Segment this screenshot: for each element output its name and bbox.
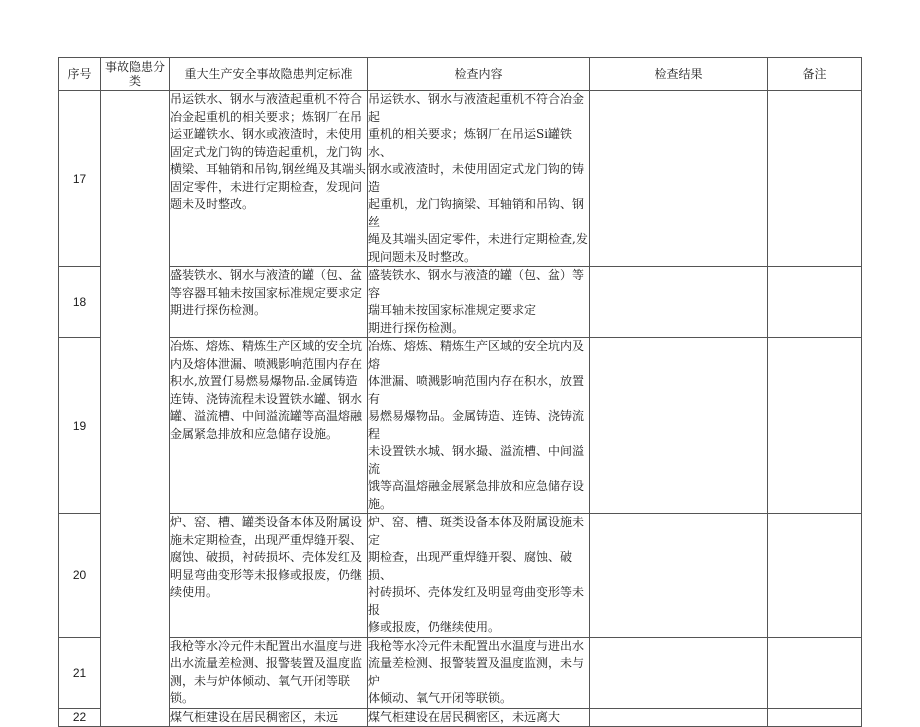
table-row (59, 91, 862, 267)
header-result: 检查结果 (590, 58, 768, 91)
standard-cell: 我枪等水冷元件未配置出水温度与进 出水流量差检测、报警装置及温度监 测，未与炉体倾动、氧气开闭等联锁。 (170, 637, 368, 708)
table-row (59, 708, 862, 726)
remark-cell (768, 338, 862, 514)
header-content: 检查内容 (368, 58, 590, 91)
standard-cell: 吊运铁水、钢水与液渣起重机不符合 冶金起重机的相关要求；炼钢厂在吊 运亚罐铁水、钢水或液渣时，未使用 固定式龙门钩的铸造起重机，龙门钩 横梁、耳轴销和吊钩,钢丝绳及其端头 固定零件，未进行定期检查，发现问 题未及时整改。 (170, 91, 368, 267)
content-cell: 冶炼、熔炼、精炼生产区域的安全坑内及熔 体泄漏、喷溅影响范围内存在积水，放置有 易燃易爆物品。金属铸造、连铸、浇铸流程 未设置铁水城、钢水撮、溢流槽、中间溢流 饿等高温熔融金展紧急排放和应急储存设 施。 (368, 338, 590, 514)
result-cell (590, 267, 768, 338)
result-cell (590, 708, 768, 726)
seq-cell: 17 (59, 91, 101, 267)
standard-cell: 煤气柜建设在居民稠密区，未远 (170, 708, 368, 726)
table-header-row (59, 58, 862, 91)
remark-cell (768, 708, 862, 726)
result-cell (590, 514, 768, 638)
hazard-inspection-table (58, 57, 862, 727)
content-cell: 吊运铁水、钢水与液渣起重机不符合冶金起 重机的相关要求；炼钢厂在吊运Si罐铁水、 钢水或液渣时，未使用固定式龙门钩的铸造 起重机，龙门钩摘梁、耳轴销和吊钩、钢丝 绳及其端头固定零件，未进行定期检查,发 现问题未及时整改。 (368, 91, 590, 267)
table-row (59, 267, 862, 338)
standard-cell: 盛装铁水、钢水与液渣的罐（包、盆 等容器耳轴未按国家标准规定要求定 期进行探伤检测。 (170, 267, 368, 338)
standard-cell: 炉、窑、槽、罐类设备本体及附属设 施未定期检查，出现严重焊缝开裂、 腐蚀、破损，衬砖损坏、壳体发红及 明显弯曲变形等未报修或报废，仍继 续使用。 (170, 514, 368, 638)
content-cell: 煤气柜建设在居民稠密区，未远离大 (368, 708, 590, 726)
result-cell (590, 338, 768, 514)
header-seq: 序号 (59, 58, 101, 91)
result-cell (590, 91, 768, 267)
seq-cell: 22 (59, 708, 101, 726)
standard-cell: 冶炼、熔炼、精炼生产区域的安全坑 内及熔体泄漏、喷溅影响范围内存在 积水,放置仃易燃易爆物品.金属铸造 连铸、浇铸流程未设置铁水罐、钢水 罐、溢流槽、中间溢流罐等高温熔融 金属紧急排放和应急储存设施。 (170, 338, 368, 514)
remark-cell (768, 91, 862, 267)
table-row (59, 637, 862, 708)
remark-cell (768, 267, 862, 338)
result-cell (590, 637, 768, 708)
seq-cell: 19 (59, 338, 101, 514)
table-row (59, 514, 862, 638)
header-remark: 备注 (768, 58, 862, 91)
seq-cell: 21 (59, 637, 101, 708)
table-row (59, 338, 862, 514)
header-standard: 重大生产安全事故隐患判定标准 (170, 58, 368, 91)
hazard-category-cell (101, 91, 170, 727)
content-cell: 盛装铁水、钢水与液渣的罐（包、盆）等容 瑞耳轴未按国家标准规定要求定 期进行探伤检测。 (368, 267, 590, 338)
seq-cell: 18 (59, 267, 101, 338)
content-cell: 我枪等水冷元件未配置出水温度与进出水 流量差检测、报警装置及温度监测，未与炉 体倾动、氧气开闭等联锁。 (368, 637, 590, 708)
header-hazard-category: 事故隐患分 类 (101, 58, 170, 91)
content-cell: 炉、窑、槽、斑类设备本体及附属设施未定 期检查，出现严重焊缝开裂、腐蚀、破损、 衬砖损坏、壳体发红及明显弯曲变形等未报 修或报废，仍继续使用。 (368, 514, 590, 638)
remark-cell (768, 514, 862, 638)
seq-cell: 20 (59, 514, 101, 638)
remark-cell (768, 637, 862, 708)
